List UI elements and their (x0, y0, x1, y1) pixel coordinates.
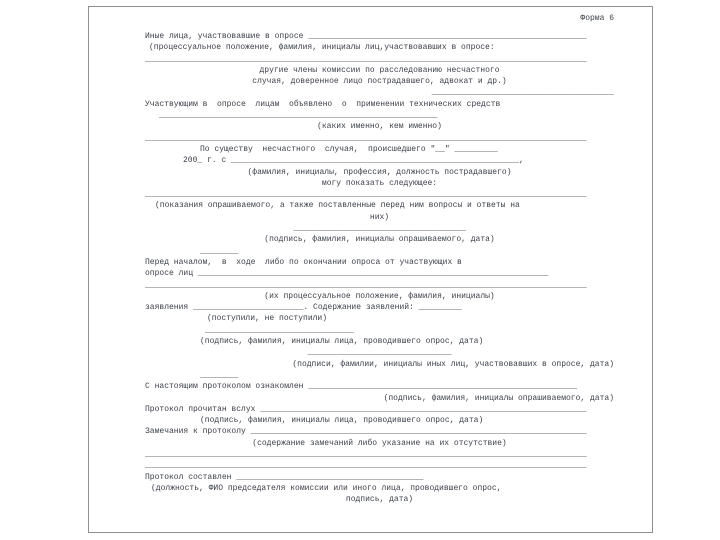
document-line: опросе лиц _________________________________________________________________________ (145, 269, 549, 279)
document-line: __________________________________________________________ (159, 111, 438, 121)
document-line: _______________________________ (205, 325, 354, 335)
document-line: подпись, дата) (345, 495, 414, 505)
document-line: (подпись, фамилия, инициалы лица, проводившего опрос, дата) (200, 337, 484, 347)
document-line: (фамилия, инициалы, профессия, должность пострадавшего) (247, 167, 512, 177)
document-line: (их процессуальное положение, фамилия, инициалы) (264, 291, 495, 301)
document-line: ______________________________ (307, 348, 452, 358)
document-line: ________ (200, 370, 239, 380)
document-line: ____________________________________________________________________________________________ (145, 280, 587, 290)
form-page (88, 6, 653, 533)
document-line: По существу несчастного случая, происшедшего "__" _________ (200, 144, 498, 154)
document-line: (подпись, фамилия, инициалы лица, проводившего опрос, дата) (200, 416, 484, 426)
document-line: ________ (200, 246, 239, 256)
form-number-label: Форма 6 (580, 14, 614, 23)
document-line: ______________________________________ (431, 88, 614, 98)
document-line: другие члены комиссии по расследованию несчастного (259, 65, 500, 75)
document-line: могу показать следующее: (321, 178, 438, 188)
document-line: С настоящим протоколом ознакомлен ________________________________________________________ (145, 382, 578, 392)
document-line: (процессуальное положение, фамилия, инициалы лиц,участвовавших в опросе: (149, 43, 495, 53)
document-line: (каких именно, кем именно) (317, 122, 442, 132)
form-body (145, 31, 614, 505)
document-line: них) (369, 212, 390, 222)
document-line: (содержание замечаний либо указание на их отсутствие) (252, 438, 507, 448)
document-line: Протокол прочитан вслух ____________________________________________________________________ (145, 404, 587, 414)
document-line: ____________________________________________________________________________________________ (145, 461, 587, 471)
document-line: Замечания к протоколу ______________________________________________________________________ (145, 427, 587, 437)
document-line: (показания опрашиваемого, а также поставленные перед ним вопросы и ответы на (155, 201, 520, 211)
document-line: 200_ г. с ____________________________________________________________, (183, 156, 524, 166)
document-line: (поступили, не поступили) (207, 314, 328, 324)
document-line: Участвующим в опросе лицам объявлено о применении технических средств (145, 99, 501, 109)
document-line: Иные лица, участвовавшие в опросе __________________________________________________________ (145, 32, 587, 41)
document-line: (подписи, фамилии, инициалы иных лиц, участвовавших в опросе, дата) (292, 359, 614, 369)
document-line: (подпись, фамилия, инициалы опрашиваемого, дата) (264, 235, 495, 245)
document-line: ____________________________________________________________________________________________ (145, 54, 587, 64)
document-line: ____________________________________ (293, 224, 466, 234)
document-line: (подпись, фамилия, инициалы опрашиваемого, дата) (383, 393, 614, 403)
document-line: Протокол составлен _______________________________________ (145, 472, 424, 482)
document-line: ____________________________________________________________________________________________ (145, 133, 587, 143)
document-line: случая, доверенное лицо пострадавшего, адвокат и др.) (252, 77, 507, 87)
document-line: заявления _______________________. Содержание заявлений: _________ (145, 303, 462, 313)
document-line: ____________________________________________________________________________________________ (145, 190, 587, 200)
document-line: Перед началом, в ходе либо по окончании опроса от участвующих в (145, 257, 462, 267)
document-line: (должность, ФИО председателя комиссии или иного лица, проводившего опрос, (151, 483, 502, 493)
document-line: ____________________________________________________________________________________________ (145, 449, 587, 459)
